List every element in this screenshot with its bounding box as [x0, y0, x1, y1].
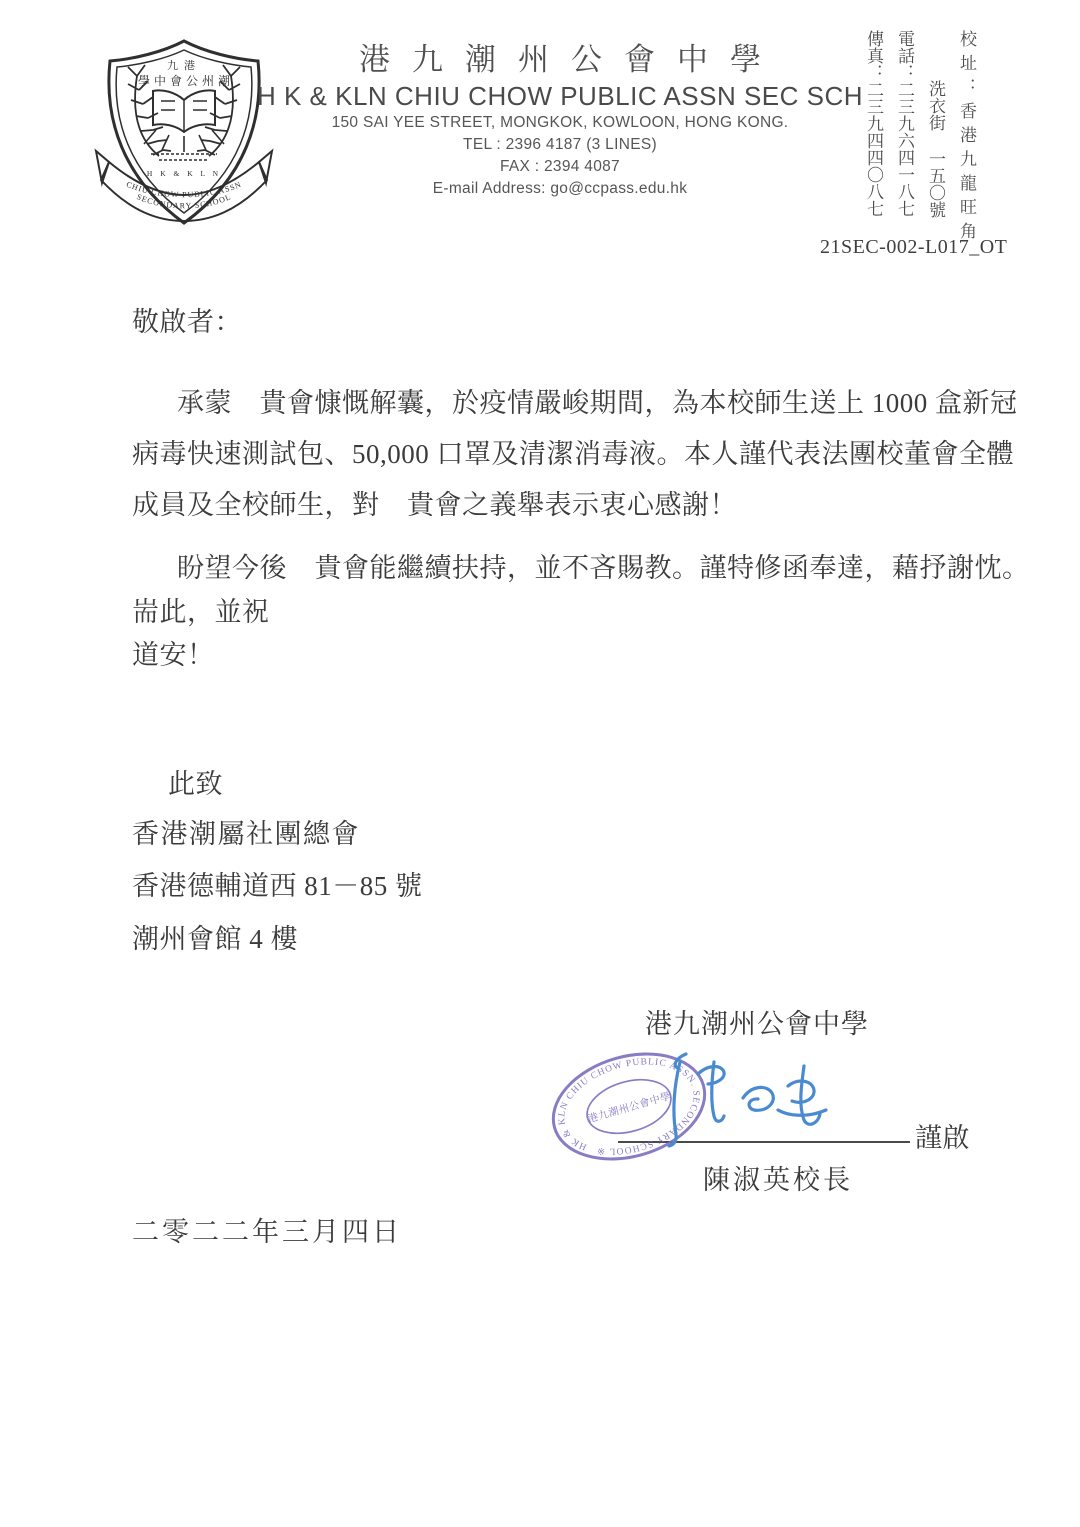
addressee-address2: 潮州會館 4 樓: [132, 924, 298, 954]
reference-number: 21SEC-002-L017_OT: [820, 236, 1008, 258]
signature-icon: [648, 1048, 858, 1148]
crest-ribbon: [96, 151, 272, 221]
stamp-outer-text: HK & KLN CHIU CHOW PUBLIC ASSN. SECONDARY SCHOOL ※: [557, 1057, 701, 1156]
vertical-tel: 電話：二三九六四一八七: [895, 30, 914, 217]
school-crest-icon: [93, 28, 275, 233]
crest-top-label: 九港: [167, 60, 201, 72]
crest-arc-label: 學中會公州潮: [137, 74, 235, 88]
addressee-address1: 香港德輔道西 81－85 號: [132, 871, 423, 901]
paragraph2-line1: 盼望今後 貴會能繼續扶持，並不吝賜教。謹特修函奉達，藉抒謝忱。: [177, 553, 1030, 583]
school-name-en: H K & KLN CHIU CHOW PUBLIC ASSN SEC SCH: [256, 81, 864, 111]
stamp-inner-text: 港九潮州公會中學: [586, 1091, 673, 1126]
crest-ribbon-line2: SECONDARY SCHOOL: [135, 192, 233, 211]
school-fax: FAX : 2394 4087: [500, 158, 620, 175]
addressee-name: 香港潮屬社團總會: [132, 819, 360, 849]
paragraph1-line3: 成員及全校師生，對 貴會之義舉表示衷心感謝！: [132, 490, 737, 520]
closing-phrase2: 道安！: [132, 640, 215, 670]
signature-org-name: 港九潮州公會中學: [645, 1009, 869, 1039]
vertical-address-line2: 洗衣街 一五〇號: [926, 80, 945, 218]
handwritten-signature: [648, 1048, 858, 1153]
closing-phrase1: 耑此，並祝: [132, 597, 270, 627]
header-center: [250, 40, 870, 200]
crest-rays: [144, 130, 224, 160]
vertical-fax: 傳真：二三九四四〇八七: [864, 30, 883, 217]
respectfully-label: 謹啟: [915, 1123, 970, 1153]
school-crest: [93, 28, 275, 238]
open-book-icon: [153, 90, 215, 132]
crest-ribbon-line1: CHIU CHOW PUBLIC ASSN: [124, 179, 244, 200]
vertical-address-line1: 校址：香港九龍旺角: [957, 30, 976, 246]
addressee-label: 此致: [168, 769, 223, 799]
paragraph1-line1: 承蒙 貴會慷慨解囊，於疫情嚴峻期間，為本校師生送上 1000 盒新冠: [177, 388, 1018, 418]
salutation: 敬啟者：: [132, 307, 242, 337]
school-tel: TEL : 2396 4187 (3 LINES): [463, 136, 657, 153]
school-email: E-mail Address: go@ccpass.edu.hk: [432, 180, 688, 197]
crest-hkkln-label: H K & K L N: [146, 169, 222, 178]
school-address-en: 150 SAI YEE STREET, MONGKOK, KOWLOON, HONG KONG.: [331, 114, 789, 131]
letter-date: 二零二二年三月四日: [132, 1217, 402, 1247]
paragraph1-line2: 病毒快速測試包、50,000 口罩及清潔消毒液。本人謹代表法團校董會全體: [132, 439, 1014, 469]
signer-name: 陳淑英校長: [703, 1165, 853, 1195]
school-name-zh: 港九潮州公會中學: [359, 42, 783, 77]
